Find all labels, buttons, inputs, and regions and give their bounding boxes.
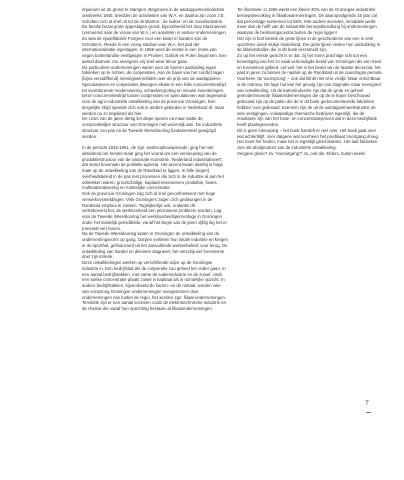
- left-text-column: [82, 7, 228, 312]
- paragraph: Dit is geen lokroeping – het boek handelt er niet over. Het boek gaat over wat achterblijft, over datgene wat voorheen het predikaat Voortgang droeg. Het toont het heden, maar het is eigenlijk geschiedenis. Het laat fabrieken zien als afvalproduct van de industriële ontwikkeling.: [237, 127, 380, 150]
- paragraph: Na de Tweede Wereldoorlog kwam in Groningen de ontwikkeling van de ondernemingsvorm op gang. Dorpen verlieten hun lokale industrie en kregen er de sporthal, gefinancierd uit het aanvullende werkenbeleid, voor terug. De ontwikkeling van handel en diensten stagneert, het verschijnsel forensisme doet zijn intrede.: [82, 231, 228, 260]
- paragraph: Het zijn in kort bestek de grote lijnen in de geschiedenis van een in vele opzichten uniek stukje Nederland. Die grote lijnen vinden hun uitdrukking in de fabriekshallen die in dit boek verzameld zijn.: [237, 35, 381, 53]
- paragraph: Zo op het eerste gezicht is er dat, zij het soms prachtige schroot een bevestiging van het zo vaak verkondigde beeld van Groningen als een triest en troosteloos gebied. Let wel: het is het beeld van de laatste decennia, het past in jaren zo binnen de nadruk op de Randstad uit de naoorlogse periode. Voorheen 'de Voorsprong' – ook dat klinkt niet al te vrolijk. Maar onrichtbaar is de omroep. De lage hut kan het gevolg zijn van stagnatie maar evengoed van ontwikkeling. Uit de kartonindustrie zijn dat de grote en geheel gemoderniseerde filiaalondernemingen die op de te koper beschouwd gebouwd zijn op de palen die de in dit boek gedocumenteerde fabrieken hebben voor gebouwd. Evenmin zijn de uit de aardappelmeelindustrie de vele vestigingen, volwaardige chemische bedrijven eigenlijk, die de resultante zijn van het fusie- en concentratieproces dat in deze bedrijfstak heeft plaatsgevonden.: [237, 53, 383, 127]
- paragraph: In de periode 1945-1951, de zgn. wederopbouwperiode, ging het niet uitsluitend om herstel maar ging het vooral om een vernieuwing van de produktiestructuur van de nationale economie. 'Nederland industrialiseert', dat stond bovenaan de politieke agenda. Het accent kwam daarbij in hoge mate op de ontwikkeling van de Randstad te liggen. In felle (tegen) overheidsbeleid in de pas met processen die zich in de industrie al aan het voltrekken waren: grootschalige, kapitaal-intensievere produktie, fusies, multinationalisering en ruimtelijke concentratie.: [82, 145, 224, 191]
- paragraph: Ook de provincie Groningen zag zich al snel geconfronteerd met hoge verwerkovsmeldingen. Vele Groningers zagen zich gedwongen in de Randstad emplooi te zoeken. Tegelijkertijd ook, ondanks dit vertrekoverschot, de werkloosheid een permanent probleem worden. Lag voor de Tweede Wereldoorlog het werkloosheidspercentage in Groningen onder het landelijk gemiddelde, vanaf het begin van de jaren vijftig lag het er (meestal ver) boven.: [82, 191, 227, 231]
- paragraph: Vergane glorie? Ja. 'Vooruitgang'? Ja, ook die. Elders, buiten beeld.: [237, 150, 366, 156]
- page-number-rule: [366, 412, 371, 413]
- right-text-column: [237, 7, 383, 157]
- paragraph: imperium uit de grond te stampen. Begonnen in de aardappelmeelindustrie omstreeks 1845, breidden de activiteiten van W.A. en daarna zijn zoon J.E. Scholten zich al snel uit tot de strokarton-, de suiker- en de zuivelindustrie. De familie bezat grote opgeslagen grond, bijvoorbeeld het dorp Klazinaveen (vernoemd naar de vrouw van W.A.) en aandelen in andere ondernemingen. Zo was de rijwielfabriek Fongers voor een kwart in handen van de Scholten's. Reeds in een vroeg stadium was W.A. het pad der internationalisatie ingeslagen. In 1866 werd de eerste in een reeks van negen buitenlandse vestigingen in Pruisen, Galicië en Polen begonnen. Een aantal daarvan zou overigens vrij snel weer teloor gaan.: [82, 7, 227, 64]
- paragraph: De crisis van de jaren dertig liet diepe sporen na maar tastte de oorspronkelijke structuur van Groningen niet wezenlijk aan. De industriële structuur zou pas na de Tweede Wereldoorlog fundamenteel gewijzigd worden.: [82, 116, 222, 139]
- page-number: 7: [365, 400, 369, 407]
- paragraph: Deze ontwikkelingen werken op verschillende wijze op de Groningse industrie in. Een bedrijfstak als de coöperatie zou geheel ten onder gaan. In een aantal bedrijfstakken, met name de suikerindustrie en de zuivel, vindt een sterke concentratie plaats zowel in kapitaal als in ruimtelijke opzicht. In andere bedrijfstakken, bijvoorbeeld de karton- en de metaal, worden vele van oorsprong Groningse ondernemingen overgenomen door ondernemingen van buiten de regio, het worden zgn. filiaal-ondernemingen. Tenslotte zijn er een aantal sectoren zoals de elektrotechnische industrie en de chemie die vanaf hun oprichting bestaan uit filiaalondernemingen.: [82, 260, 227, 311]
- paragraph: Deze concurrentiestrijd tussen coöperaties en speculatieven was tegenwind voor de agro-industriële ontwikkeling van de provincie Groningen. Een dergelijke strijd speelde zich ook in andere gebieden in Nederland af, maar werden nu zo bepalend als hier.: [82, 93, 227, 116]
- paragraph: De particuliere ondernemingen waren voor de boeren aanleiding eigen fabrieken op te richten, de coöperaties. Aan de basis van het conflict lagen (bijna verstaffkend) meningsverschillen over de prijs van de aardappelen. Speculatieven en coöperaties dwongen elkaar in een felle concurrentiestrijd tot voortdurende modernisering, schaalvergroting en nieuwe investeringen.: [82, 64, 226, 93]
- paragraph: Ter illustratie: in 1965 werkt een kleine 30% van de Groningse industriële beroepsbevolking in filiaalondernemingen. De daaropvolgende 15 jaar zal dat percentage toenemen tot 55%. Met andere woorden, inmiddels werkt meer dan de helft van de industriële beroepsbevolking bij ondernemingen waarvan de beslissingscentra buiten de regio liggen!: [237, 7, 377, 35]
